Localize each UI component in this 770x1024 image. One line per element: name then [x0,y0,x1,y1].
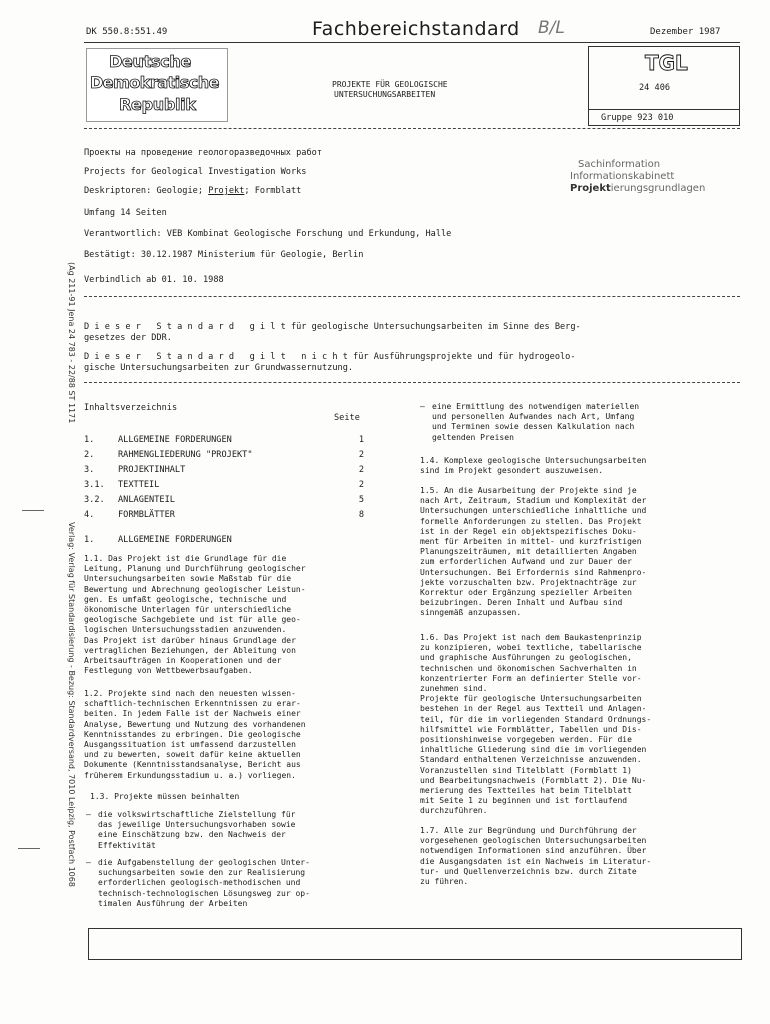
descriptors-label: Deskriptoren: [84,186,152,196]
section-1-number: 1. [84,535,95,545]
margin-tick [22,510,44,511]
russian-title: Проекты на проведение геологоразведочных работ [84,148,322,158]
toc-item [84,494,364,506]
scope-1-text: für geologische Untersuchungsarbeiten im Sinne des Berg- [285,322,581,332]
standard-title-line-2: UNTERSUCHUNGSARBEITEN [334,90,436,99]
toc-item-page: 8 [358,510,364,520]
gruppe-number: Gruppe 923 010 [601,113,674,123]
meta-rule [84,296,740,297]
toc-item-title: RAHMENGLIEDERUNG "PROJEKT" [118,450,253,460]
tgl-label: TGL [645,51,688,75]
toc-item-number: 1. [84,435,95,445]
logo-line-2: Demokratische [90,73,220,92]
scope-statement-2-cont: gische Untersuchungsarbeiten zur Grundwassernutzung. [84,363,354,373]
toc-item-page: 5 [358,495,364,505]
bullet-item-1: die volkswirtschaftliche Zielstellung für das jeweilige Untersuchungsvorhaben sowie eine Einschätzung bzw. den Nachweis der Effektivität [98,810,296,850]
dk-classification: DK 550.8:551.49 [86,27,168,37]
logo-line-1: Deutsche [109,52,192,71]
stamp-line-2: Informationskabinett [570,171,675,182]
bullet-marker: – [86,858,91,867]
paragraph-1-6: 1.6. Das Projekt ist nach dem Baukastenprinzip zu konzipieren, wobei textliche, tabellarische und graphische Ausführungen zu geologischen, technischen und ökonomischen Sachverhalten in konzentrierter Form an definierter Stelle vor- zunehmen sind. Projekte für geologische Untersuchungsarbeiten bestehen in der Regel aus Textteil und Anlagen- teil, für die im vorliegenden Standard Ordnungs- hilfsmittel wie Formblätter, Tabellen und Dis- positionshinweise vorgegeben werden. Für die inhaltliche Gliederung sind die im vorliegenden Standard enthaltenen Verzeichnisse anzuwenden. Voranzustellen sind Titelblatt (Formblatt 1) und Bearbeitungsnachweis (Formblatt 2). Die Nu- merierung des Textteiles hat beim Titelblatt mit Seite 1 zu beginnen und ist fortlaufend durchzuführen. [420,633,652,816]
paragraph-1-5: 1.5. An die Ausarbeitung der Projekte sind je nach Art, Zeitraum, Stadium und Komplexität der Untersuchungen unterschiedliche inhaltliche und formelle Anforderungen zu stellen. Das Projekt ist in der Regel ein objektspezifisches Doku- ment für Arbeiten in mittel- und kurzfristigen Planungszeiträumen, mit detaillierten Angaben zum erforderlichen Aufwand und zur Dauer der Untersuchungen. Bei Erfordernis sind Rahmenpro- jekte vorzuschalten bzw. Projektnachträge zur Korrektur oder Ergänzung spezieller Arbeiten beizubringen. Deren Inhalt und Aufbau sind sinngemäß anzupassen. [420,486,647,618]
descriptors-rest: ; Formblatt [244,186,302,196]
toc-item-number: 3. [84,465,95,475]
issue-date: Dezember 1987 [650,27,721,37]
margin-tick [18,848,40,849]
toc-item [84,434,364,446]
toc-item-title: ANLAGENTEIL [118,495,175,505]
tgl-box [588,46,740,126]
toc-item-page: 2 [358,480,364,490]
toc-item-page: 2 [358,465,364,475]
descriptors [84,186,301,197]
scope-2-text: für Ausführungsprojekte und für hydrogeolo- [347,352,576,362]
scope-statement-1-cont: gesetzes der DDR. [84,333,172,343]
responsible-body: Verantwortlich: VEB Kombinat Geologische Forschung und Erkundung, Halle [84,229,452,239]
logo-line-3: Republik [119,95,196,114]
scope-statement-1 [84,322,581,333]
header-rule-bottom [84,128,740,129]
toc-item-title: FORMBLÄTTER [118,510,175,520]
toc-item-number: 4. [84,510,95,520]
bullet-marker: – [420,402,425,411]
tgl-number: 24 406 [639,83,671,93]
publisher-margin: Verlag: Verlag für Standardisierung - Bezug: Standardversand, 7010 Leipzig, Postfach 1068 [67,522,76,887]
section-1-title: ALLGEMEINE FORDERUNGEN [118,535,232,545]
stamp-line-3-rest: ierungsgrundlagen [610,183,706,194]
toc-item-title: ALLGEMEINE FORDERUNGEN [118,435,232,445]
toc-item [84,464,364,476]
section-1-heading [84,535,232,546]
toc-item [84,479,364,491]
scope-statement-2 [84,352,576,363]
toc-item [84,449,364,461]
toc-item-page: 2 [358,450,364,460]
header-rule-top [84,42,740,43]
effective-date: Verbindlich ab 01. 10. 1988 [84,275,224,285]
toc-page-label: Seite [334,413,360,423]
confirmation: Bestätigt: 30.12.1987 Ministerium für Geologie, Berlin [84,250,364,260]
toc-item-number: 3.1. [84,480,105,490]
english-title: Projects for Geological Investigation Works [84,167,307,177]
bullet-item-2: die Aufgabenstellung der geologischen Unter- suchungsarbeiten sowie den zur Realisierung erforderlichen geologisch-methodischen und technisch-technologischen Lösungsweg zur op- timalen Ausführung der Arbeiten [98,858,310,908]
bullet-item-3: eine Ermittlung des notwendigen materiellen und personellen Aufwandes nach Art, Umfang und Terminen sowie dessen Kalkulation nach geltenden Preisen [432,402,640,442]
print-code-margin: (Ag 211-91 Jena 24 783 - 22/88 ST 1171 [67,262,76,424]
toc-heading: Inhaltsverzeichnis [84,403,178,413]
toc-item [84,509,364,521]
standard-title-line-1: PROJEKTE FÜR GEOLOGISCHE [332,80,448,89]
stamp-line-3 [570,183,705,195]
paragraph-1-7: 1.7. Alle zur Begründung und Durchführung der vorgesehenen geologischen Untersuchungsarbeiten notwendigen Informationen sind anzuführen. Über die Ausgangsdaten ist ein Nachweis im Literatur- tur- und Quellenverzeichnis bzw. durch Zitate zu führen. [420,826,652,887]
toc-item-title: PROJEKTINHALT [118,465,186,475]
library-stamp [570,159,705,195]
bullet-marker: – [86,810,91,819]
paragraph-1-3: 1.3. Projekte müssen beinhalten [90,792,240,801]
paragraph-1-4: 1.4. Komplexe geologische Untersuchungsarbeiten sind im Projekt gesondert auszuweisen. [420,456,647,476]
toc-item-number: 3.2. [84,495,105,505]
toc-item-page: 1 [358,435,364,445]
tgl-box-divider [589,109,739,110]
initials-mark: B/L [538,18,565,38]
ddr-logo [86,48,228,122]
stamp-line-1: Sachinformation [578,159,661,170]
descriptors-projekt: Projekt [208,186,245,196]
descriptors-value: Geologie; [151,186,209,196]
footer-box [88,928,742,960]
page-count: Umfang 14 Seiten [84,208,167,218]
scope-rule [84,382,740,383]
toc-item-title: TEXTTEIL [118,480,160,490]
stamp-line-3-bold: Projekt [570,183,611,194]
document-type-title: Fachbereichstandard [312,18,520,40]
paragraph-1-1: 1.1. Das Projekt ist die Grundlage für die Leitung, Planung und Durchführung geologischer Untersuchungsarbeiten sowie Maßstab für die Bewertung und Abrechnung geologischer Leistun- gen. Es umfaßt geologische, technische und ökonomische Unterlagen für unterschiedliche geologische Sachgebiete und ist für alle geo- logischen Untersuchungsstadien anzuwenden. Das Projekt ist darüber hinaus Grundlage der vertraglichen Beziehungen, der Ableitung von Arbeitsaufträgen in Kooperationen und der Festlegung von Wettbewerbsaufgaben. [84,554,306,676]
toc-item-number: 2. [84,450,95,460]
scope-1-spaced: D i e s e r S t a n d a r d g i l t [84,322,286,332]
scope-2-spaced: D i e s e r S t a n d a r d g i l t n i c h t [84,352,348,362]
paragraph-1-2: 1.2. Projekte sind nach den neuesten wissen- schaftlich-technischen Erkenntnissen zu erar- beiten. In jedem Falle ist der Nachweis einer Analyse, Bewertung und Nutzung des vorhandenen Kenntnisstandes zu erbringen. Die geologische Ausgangssituation ist umfassend darzustellen und zu bewerten, soweit dafür keine aktuellen Dokumente (Kenntnisstandsanalyse, Bericht aus früherem Erkundungsstadium u. a.) vorliegen. [84,689,306,780]
